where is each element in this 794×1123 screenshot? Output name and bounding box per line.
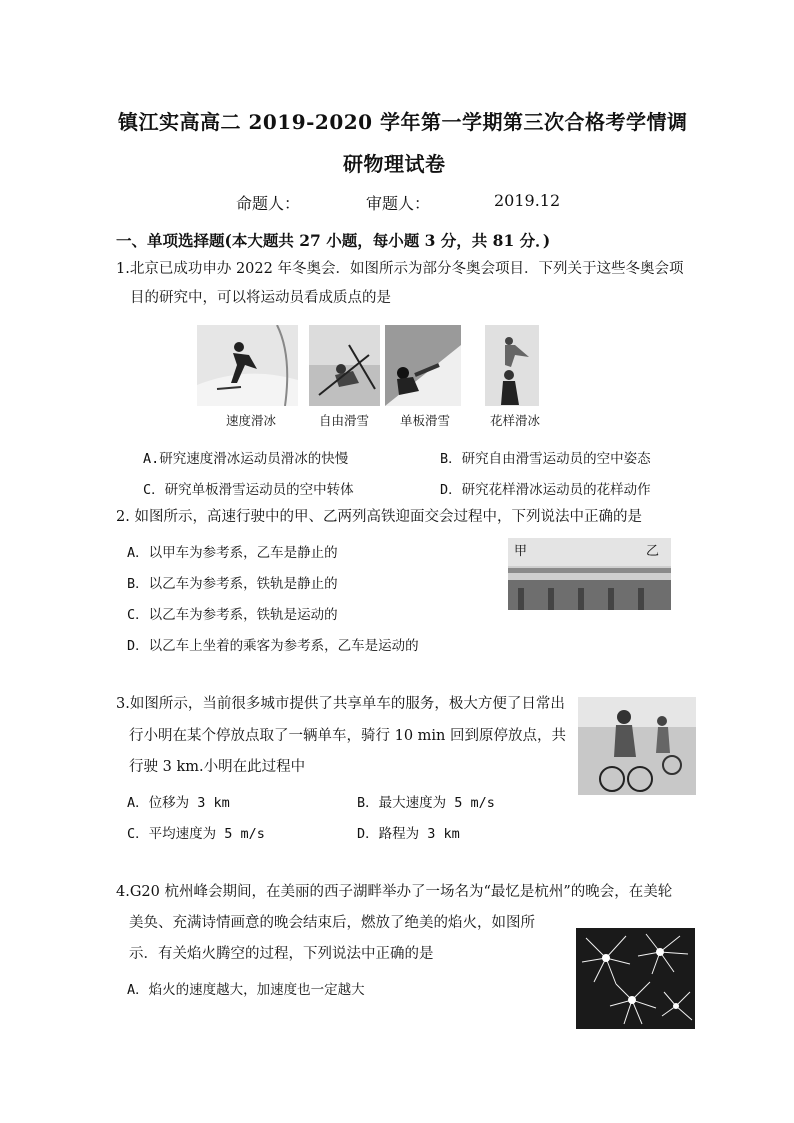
q1-option-d[interactable]: D．研究花样滑冰运动员的花样动作 bbox=[440, 482, 651, 498]
q1-option-c[interactable]: C．研究单板滑雪运动员的空中转体 bbox=[143, 482, 354, 498]
q1-stem-line2: 目的研究中，可以将运动员看成质点的是 bbox=[130, 290, 391, 306]
exam-date: 2019.12 bbox=[494, 191, 561, 210]
train-label-yi: 乙 bbox=[646, 544, 660, 559]
doc-title-line1: 镇江实高高二 2019-2020 学年第一学期第三次合格考学情调 bbox=[118, 110, 688, 134]
q3-stem-line2: 行小明在某个停放点取了一辆单车，骑行 10 min 回到原停放点，共 bbox=[129, 728, 567, 744]
caption-speed-skating: 速度滑冰 bbox=[226, 413, 277, 428]
q3-option-d[interactable]: D．路程为 3 km bbox=[357, 826, 460, 842]
train-label-jia: 甲 bbox=[514, 544, 528, 559]
fireworks-photo bbox=[576, 928, 695, 1029]
caption-freestyle-skiing: 自由滑雪 bbox=[319, 413, 370, 428]
q2-option-c[interactable]: C．以乙车为参考系，铁轨是运动的 bbox=[127, 607, 338, 623]
speed-skating-photo bbox=[197, 325, 298, 406]
q3-stem-line3: 行驶 3 km.小明在此过程中 bbox=[129, 759, 306, 775]
reviewer-label: 审题人： bbox=[366, 194, 431, 213]
freestyle-skiing-photo bbox=[309, 325, 380, 406]
q3-stem-line1: 3.如图所示，当前很多城市提供了共享单车的服务，极大方便了日常出 bbox=[116, 696, 565, 712]
q2-stem: 2. 如图所示，高速行驶中的甲、乙两列高铁迎面交会过程中，下列说法中正确的是 bbox=[116, 509, 642, 525]
caption-snowboard: 单板滑雪 bbox=[400, 413, 451, 428]
shared-bicycle-photo bbox=[578, 697, 696, 795]
q3-option-b[interactable]: B．最大速度为 5 m/s bbox=[357, 795, 495, 811]
q1-stem-line1: 1.北京已成功申办 2022 年冬奥会．如图所示为部分冬奥会项目．下列关于这些冬奥会项 bbox=[116, 261, 684, 277]
high-speed-train-photo bbox=[508, 538, 671, 610]
snowboard-photo bbox=[385, 325, 461, 406]
q2-option-b[interactable]: B．以乙车为参考系，铁轨是静止的 bbox=[127, 576, 338, 592]
q3-option-a[interactable]: A．位移为 3 km bbox=[127, 795, 230, 811]
figure-skating-photo bbox=[485, 325, 539, 406]
q1-option-a[interactable]: A.研究速度滑冰运动员滑冰的快慢 bbox=[143, 451, 349, 467]
q2-option-d[interactable]: D．以乙车上坐着的乘客为参考系，乙车是运动的 bbox=[127, 638, 419, 654]
q4-option-a[interactable]: A．焰火的速度越大，加速度也一定越大 bbox=[127, 982, 365, 998]
q4-stem-line3: 示．有关焰火腾空的过程，下列说法中正确的是 bbox=[129, 946, 434, 962]
q1-option-b[interactable]: B．研究自由滑雪运动员的空中姿态 bbox=[440, 451, 651, 467]
author-label: 命题人： bbox=[236, 194, 301, 213]
q4-stem-line2: 美奂、充满诗情画意的晚会结束后，燃放了绝美的焰火，如图所 bbox=[129, 915, 535, 931]
section-heading: 一、单项选择题(本大题共 27 小题，每小题 3 分，共 81 分．) bbox=[116, 231, 551, 250]
caption-figure-skating: 花样滑冰 bbox=[490, 413, 541, 428]
doc-title-line2: 研物理试卷 bbox=[343, 152, 446, 176]
q2-option-a[interactable]: A．以甲车为参考系，乙车是静止的 bbox=[127, 545, 338, 561]
q3-option-c[interactable]: C．平均速度为 5 m/s bbox=[127, 826, 265, 842]
q4-stem-line1: 4.G20 杭州峰会期间，在美丽的西子湖畔举办了一场名为“最忆是杭州”的晚会，在美轮 bbox=[116, 884, 673, 900]
